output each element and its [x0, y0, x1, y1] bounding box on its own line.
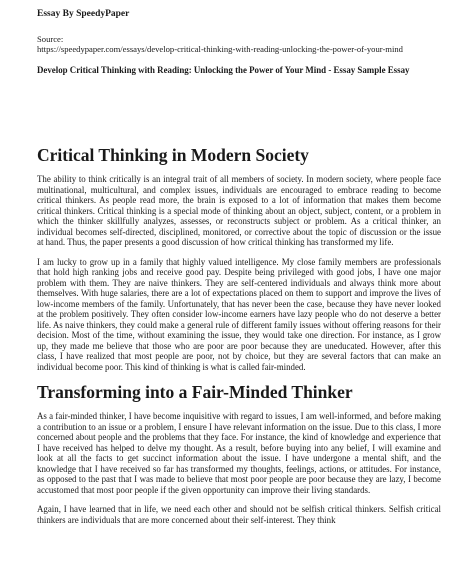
paragraph: The ability to think critically is an integral trait of all members of society. In modern society, where people face multinational, multicultural, and complex issues, individuals are encouraged to embrace reading to become critical thinkers. As people read more, the brain is exposed to a lot of information that makes them become critical thinkers. Critical thinking is a special mode of thinking about an object, subject, content, or a problem in which the thinker skillfully analyzes, assesses, or reconstructs subject or problem. As a critical thinker, an individual becomes self-directed, disciplined, monitored, or corrective about the topic of discussion or the issue at hand. Thus, the paper presents a good discussion of how critical thinking has transformed my life.	[37, 174, 441, 247]
document-title: Develop Critical Thinking with Reading: Unlocking the Power of Your Mind - Essay Sample Essay	[37, 64, 410, 75]
section-heading: Critical Thinking in Modern Society	[37, 145, 309, 165]
section-heading: Transforming into a Fair-Minded Thinker	[37, 382, 353, 402]
document-header	[37, 8, 441, 76]
essay-content	[37, 145, 441, 525]
brand-label: Essay By SpeedyPaper	[37, 9, 130, 19]
source-url-link[interactable]: https://speedypaper.com/essays/develop-critical-thinking-with-reading-unlocking-the-power-of-your-mind	[37, 44, 403, 55]
paragraph: As a fair-minded thinker, I have become inquisitive with regard to issues, I am well-informed, and before making a contribution to an issue or a problem, I ensure I have relevant information on the issue. Due to this class, I more concerned about people and the problems that they face. For instance, the kind of knowledge and experience that I have received has helped to delve my thought. As a result, before buying into any belief, I will examine and look at all the facts to get succinct information about the issue. I have undergone a mental shift, and the knowledge that I have received so far has transformed my thoughts, feelings, actions, or attitudes. For instance, as opposed to the past that I was made to believe that most poor people are poor because they are lazy, I become accustomed that most poor people if the given opportunity can improve their living standards.	[37, 411, 441, 495]
paragraph: Again, I have learned that in life, we need each other and should not be selfish critical thinkers. Selfish critical thinkers are individuals that are more concerned about their self-interest. They think	[37, 504, 441, 525]
source-block	[37, 34, 441, 55]
paragraph: I am lucky to grow up in a family that highly valued intelligence. My close family members are professionals that hold high ranking jobs and receive good pay. Despite being privileged with good jobs, I have one major problem with them. They are naive thinkers. They are self-centered individuals and always think more about themselves. With huge salaries, there are a lot of expectations placed on them to support and improve the lives of low-income members of the family. Unfortunately, that has never been the case, because they have never looked at the problem positively. They often consider low-income earners have lazy people who do not deserve a better life. As naive thinkers, they could make a general rule of different family issues without offering reasons for their decision. Most of the time, without examining the issue, they would take one direction. For instance, as I grow up, they made me believe that those who are poor are poor because they are uneducated. However, after this class, I have realized that most people are poor, not by choice, but they are several factors that can make an individual become poor. This kind of thinking is what is called fair-minded.	[37, 256, 441, 372]
source-label: Source:	[37, 34, 64, 44]
